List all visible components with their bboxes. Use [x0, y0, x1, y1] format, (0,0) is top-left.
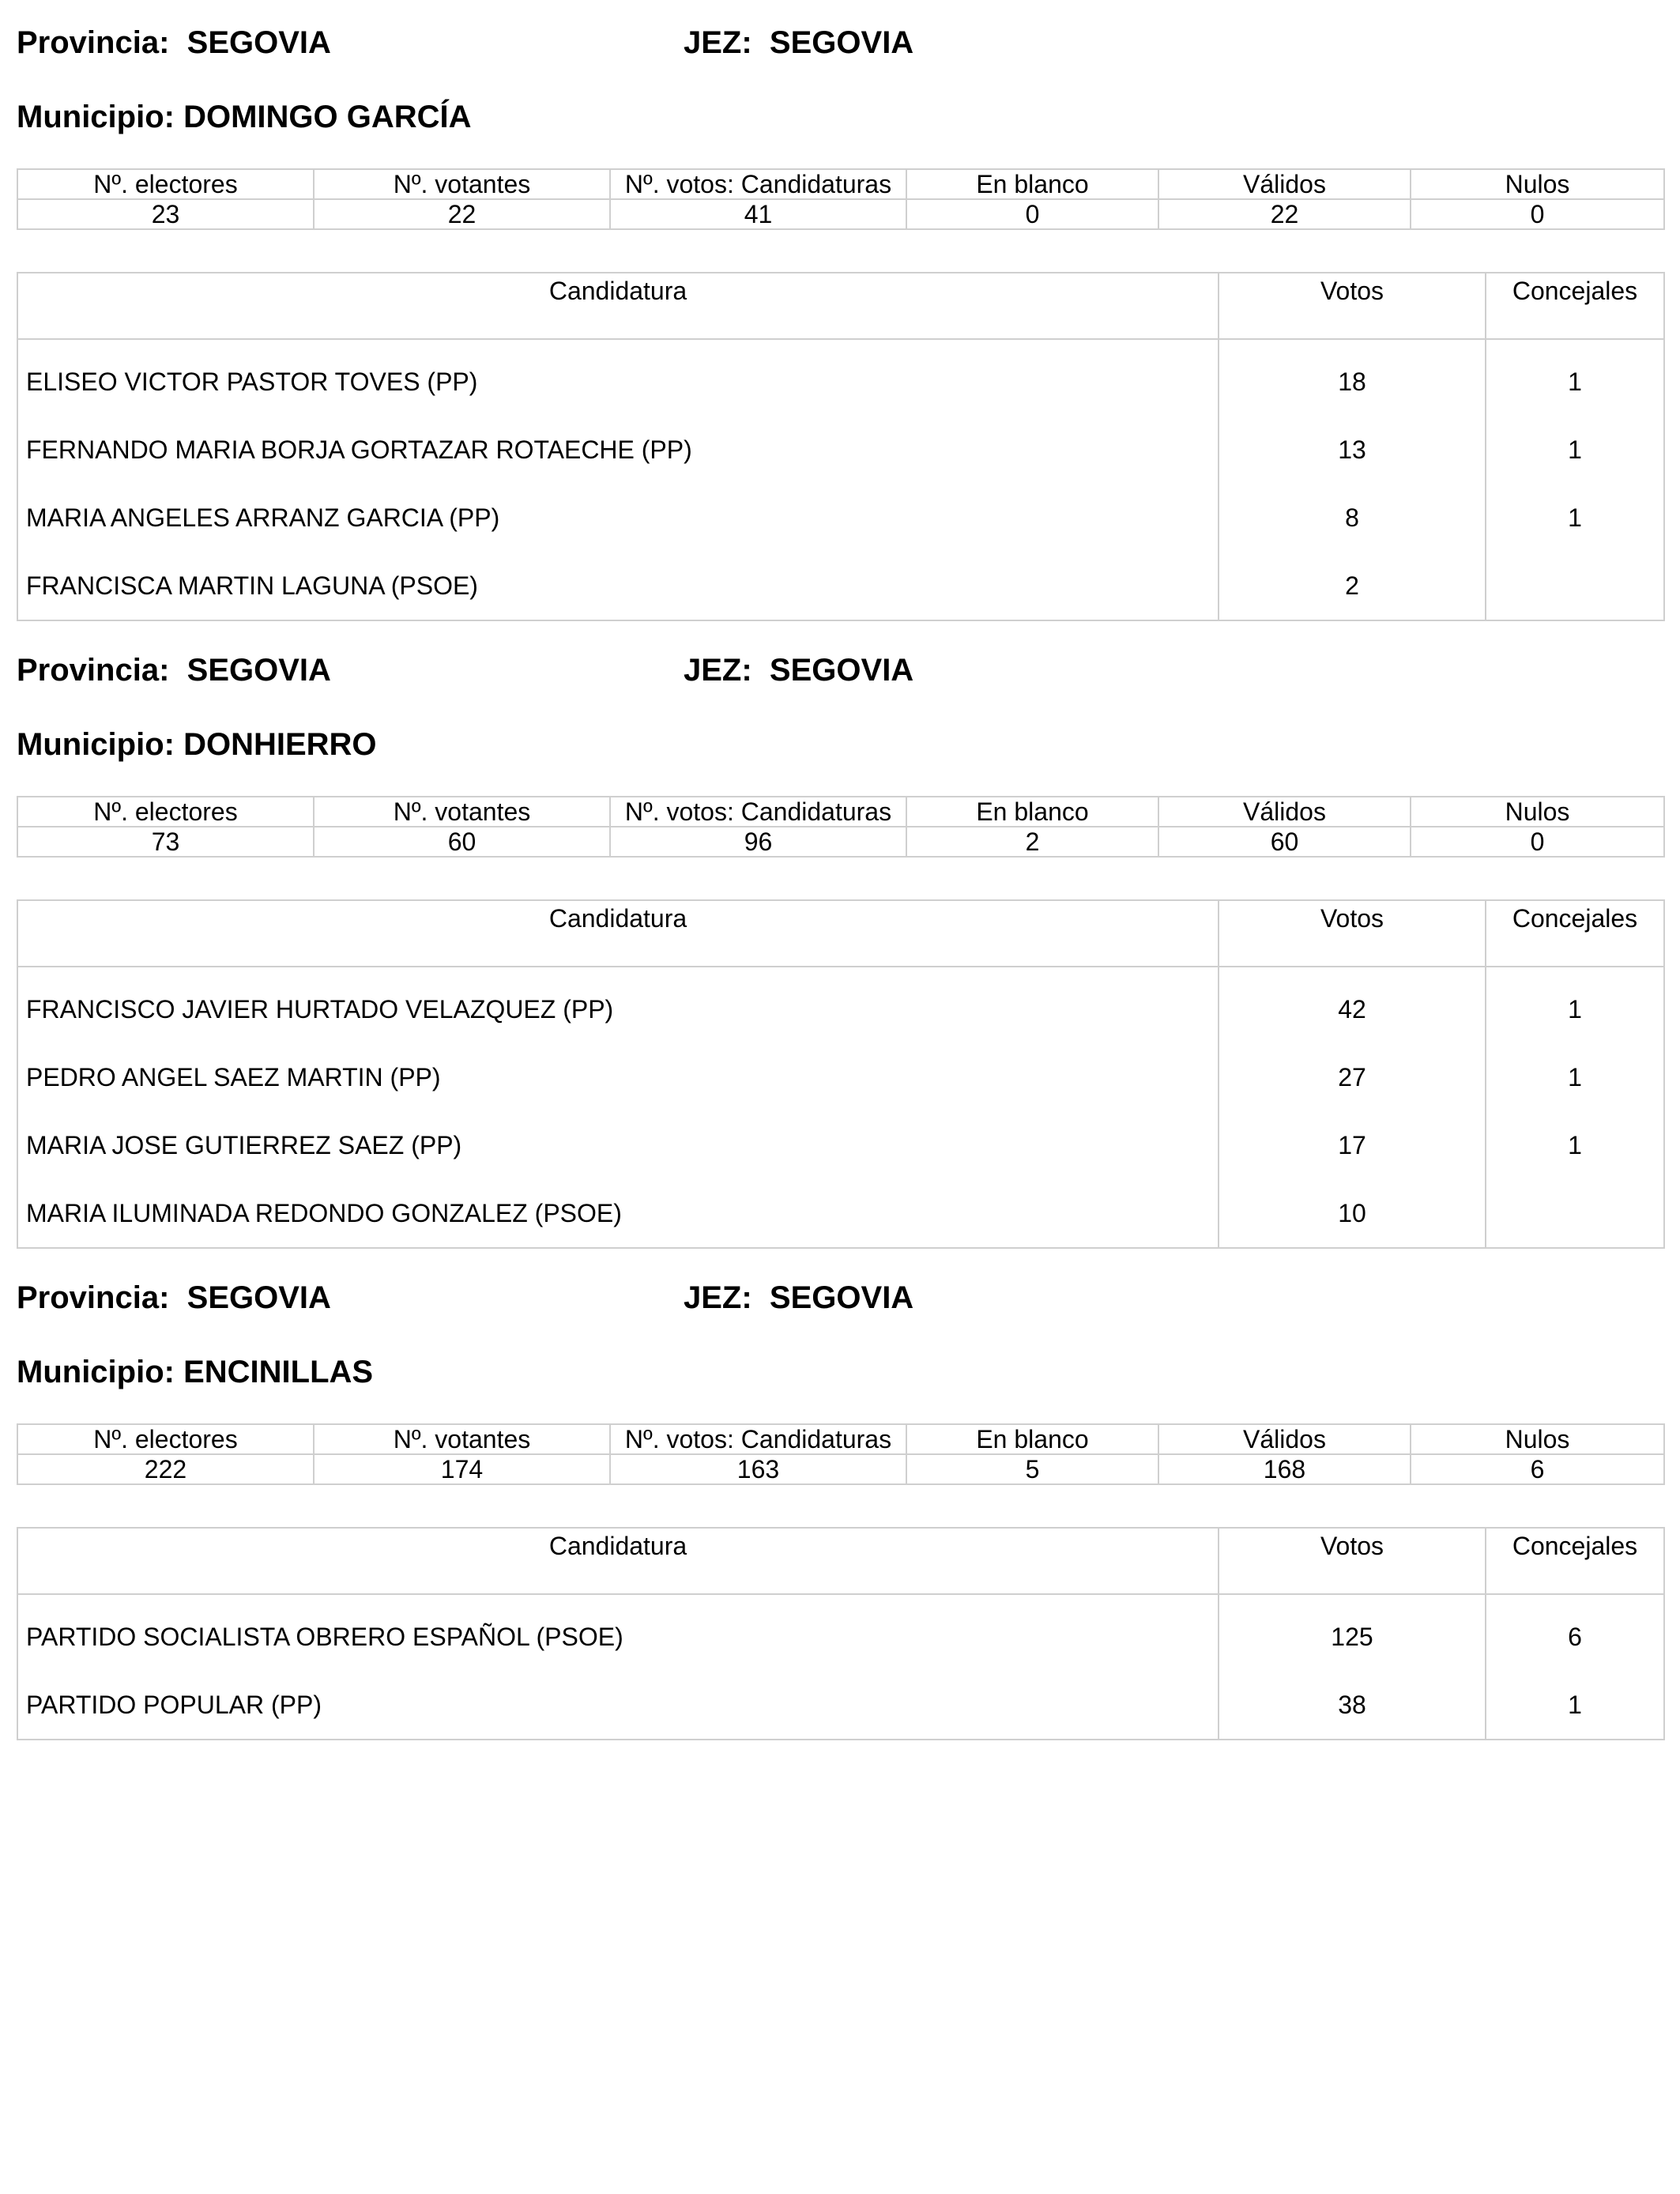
municipio-section [0, 1255, 1680, 1883]
provincia-value: SEGOVIA [186, 1280, 331, 1315]
summary-value-row [17, 1454, 1664, 1484]
candidate-seats: 1 [1486, 416, 1664, 484]
provincia-heading [17, 1279, 331, 1317]
candidate-seats [1486, 1179, 1664, 1248]
municipio-label: Municipio: [17, 100, 175, 134]
municipio-label: Municipio: [17, 1355, 175, 1389]
summary-header-cell: Nulos [1411, 1424, 1664, 1454]
candidates-table [17, 1527, 1665, 1740]
summary-header-cell: Nº. votantes [314, 169, 610, 199]
summary-value-cell: 96 [610, 827, 906, 857]
summary-value-cell: 2 [906, 827, 1158, 857]
summary-value-cell: 5 [906, 1454, 1158, 1484]
summary-header-cell: En blanco [906, 169, 1158, 199]
summary-header-cell: Nº. votantes [314, 1424, 610, 1454]
summary-value-cell: 0 [1411, 827, 1664, 857]
municipio-heading [17, 726, 377, 763]
summary-header-cell: En blanco [906, 1424, 1158, 1454]
candidate-votes: 18 [1219, 339, 1486, 416]
candidate-row [17, 1043, 1664, 1111]
vote-summary-table [17, 1423, 1665, 1485]
candidate-row [17, 1111, 1664, 1179]
candidate-name: PEDRO ANGEL SAEZ MARTIN (PP) [17, 1043, 1219, 1111]
municipio-heading [17, 98, 472, 136]
summary-value-row [17, 827, 1664, 857]
candidate-seats: 1 [1486, 1043, 1664, 1111]
municipio-section [0, 628, 1680, 1255]
municipio-value: DOMINGO GARCÍA [183, 100, 472, 134]
candidates-header-cell: Votos [1219, 1528, 1486, 1594]
candidate-name: MARIA ANGELES ARRANZ GARCIA (PP) [17, 484, 1219, 552]
municipio-heading [17, 1353, 373, 1391]
jez-value: SEGOVIA [769, 653, 914, 688]
candidate-seats: 1 [1486, 484, 1664, 552]
summary-header-cell: Nº. electores [17, 797, 314, 827]
candidate-seats: 6 [1486, 1594, 1664, 1671]
candidate-seats: 1 [1486, 967, 1664, 1043]
candidate-name: FRANCISCO JAVIER HURTADO VELAZQUEZ (PP) [17, 967, 1219, 1043]
municipio-label: Municipio: [17, 727, 175, 762]
jez-heading [684, 1279, 913, 1317]
summary-header-cell: Nulos [1411, 797, 1664, 827]
candidate-votes: 13 [1219, 416, 1486, 484]
jez-label: JEZ: [684, 25, 752, 60]
candidates-header-cell: Concejales [1486, 273, 1664, 339]
candidate-row [17, 552, 1664, 620]
summary-value-cell: 0 [1411, 199, 1664, 229]
candidate-votes: 8 [1219, 484, 1486, 552]
candidates-header-cell: Candidatura [17, 1528, 1219, 1594]
summary-header-row [17, 797, 1664, 827]
candidate-votes: 38 [1219, 1671, 1486, 1740]
summary-header-cell: Válidos [1158, 1424, 1411, 1454]
candidates-header-cell: Votos [1219, 273, 1486, 339]
candidate-row [17, 339, 1664, 416]
summary-value-cell: 174 [314, 1454, 610, 1484]
provincia-value: SEGOVIA [186, 25, 331, 60]
summary-header-row [17, 169, 1664, 199]
candidates-header-cell: Candidatura [17, 273, 1219, 339]
summary-header-cell: Nº. votantes [314, 797, 610, 827]
summary-value-cell: 73 [17, 827, 314, 857]
vote-summary-table [17, 796, 1665, 858]
candidates-table [17, 899, 1665, 1249]
jez-heading [684, 651, 913, 689]
candidate-votes: 17 [1219, 1111, 1486, 1179]
candidate-name: PARTIDO SOCIALISTA OBRERO ESPAÑOL (PSOE) [17, 1594, 1219, 1671]
candidates-header-cell: Candidatura [17, 900, 1219, 967]
candidate-votes: 27 [1219, 1043, 1486, 1111]
summary-value-cell: 23 [17, 199, 314, 229]
candidate-name: FRANCISCA MARTIN LAGUNA (PSOE) [17, 552, 1219, 620]
candidate-votes: 10 [1219, 1179, 1486, 1248]
summary-header-cell: Válidos [1158, 797, 1411, 827]
candidate-row [17, 1594, 1664, 1671]
vote-summary-table [17, 168, 1665, 230]
candidate-votes: 125 [1219, 1594, 1486, 1671]
candidate-name: ELISEO VICTOR PASTOR TOVES (PP) [17, 339, 1219, 416]
summary-value-cell: 6 [1411, 1454, 1664, 1484]
summary-value-cell: 168 [1158, 1454, 1411, 1484]
candidate-row [17, 416, 1664, 484]
summary-header-cell: Nº. votos: Candidaturas [610, 169, 906, 199]
municipio-section [0, 0, 1680, 628]
summary-header-cell: En blanco [906, 797, 1158, 827]
provincia-value: SEGOVIA [186, 653, 331, 688]
summary-header-cell: Nulos [1411, 169, 1664, 199]
candidate-name: MARIA ILUMINADA REDONDO GONZALEZ (PSOE) [17, 1179, 1219, 1248]
summary-value-cell: 222 [17, 1454, 314, 1484]
summary-value-cell: 60 [1158, 827, 1411, 857]
summary-value-cell: 0 [906, 199, 1158, 229]
summary-value-cell: 60 [314, 827, 610, 857]
summary-header-cell: Nº. electores [17, 169, 314, 199]
candidate-votes: 2 [1219, 552, 1486, 620]
candidate-name: FERNANDO MARIA BORJA GORTAZAR ROTAECHE (PP) [17, 416, 1219, 484]
candidates-header-row [17, 1528, 1664, 1594]
candidate-name: MARIA JOSE GUTIERREZ SAEZ (PP) [17, 1111, 1219, 1179]
candidates-table [17, 272, 1665, 621]
candidates-header-cell: Concejales [1486, 1528, 1664, 1594]
summary-header-cell: Válidos [1158, 169, 1411, 199]
jez-label: JEZ: [684, 1280, 752, 1315]
candidate-row [17, 484, 1664, 552]
candidates-header-cell: Concejales [1486, 900, 1664, 967]
municipio-value: DONHIERRO [183, 727, 377, 762]
summary-value-cell: 22 [314, 199, 610, 229]
municipio-value: ENCINILLAS [183, 1355, 374, 1389]
candidates-header-cell: Votos [1219, 900, 1486, 967]
candidate-seats: 1 [1486, 1671, 1664, 1740]
provincia-label: Provincia: [17, 1280, 170, 1315]
jez-value: SEGOVIA [769, 1280, 914, 1315]
candidate-votes: 42 [1219, 967, 1486, 1043]
summary-header-cell: Nº. votos: Candidaturas [610, 797, 906, 827]
summary-header-cell: Nº. electores [17, 1424, 314, 1454]
jez-value: SEGOVIA [769, 25, 914, 60]
provincia-heading [17, 651, 331, 689]
summary-value-cell: 41 [610, 199, 906, 229]
candidate-row [17, 1179, 1664, 1248]
summary-value-cell: 163 [610, 1454, 906, 1484]
candidates-header-row [17, 273, 1664, 339]
candidates-header-row [17, 900, 1664, 967]
candidate-row [17, 967, 1664, 1043]
jez-heading [684, 24, 913, 62]
provincia-label: Provincia: [17, 653, 170, 688]
candidate-row [17, 1671, 1664, 1740]
candidate-name: PARTIDO POPULAR (PP) [17, 1671, 1219, 1740]
candidate-seats: 1 [1486, 1111, 1664, 1179]
summary-header-cell: Nº. votos: Candidaturas [610, 1424, 906, 1454]
jez-label: JEZ: [684, 653, 752, 688]
summary-value-cell: 22 [1158, 199, 1411, 229]
provincia-heading [17, 24, 331, 62]
summary-value-row [17, 199, 1664, 229]
summary-header-row [17, 1424, 1664, 1454]
candidate-seats [1486, 552, 1664, 620]
candidate-seats: 1 [1486, 339, 1664, 416]
provincia-label: Provincia: [17, 25, 170, 60]
